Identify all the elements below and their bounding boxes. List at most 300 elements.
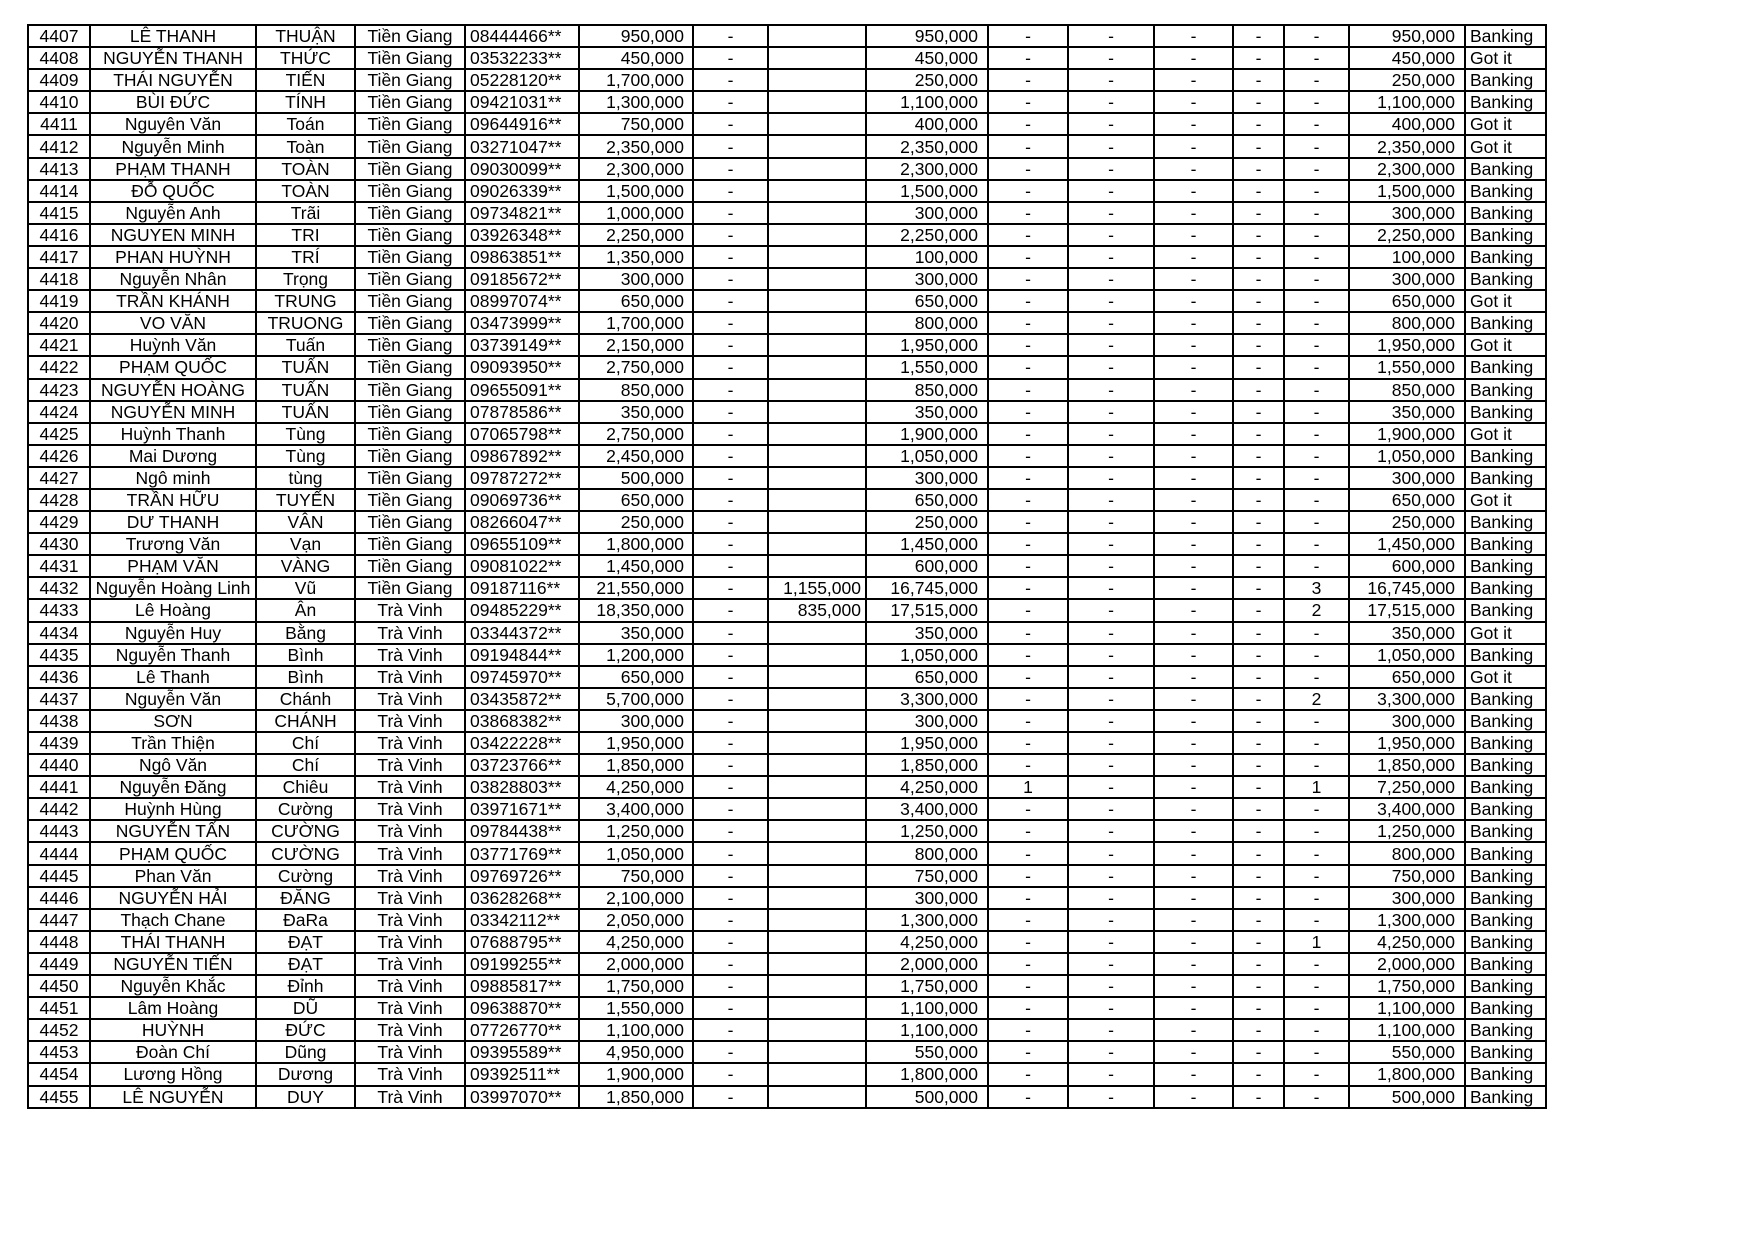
col-11-cell: - [1068,113,1154,135]
payment-method-cell: Banking [1465,1086,1546,1108]
col-7-cell: - [693,820,768,842]
phone-cell: 09745970** [465,666,579,688]
table-row [28,312,1546,334]
col-13-cell: - [1233,158,1284,180]
col-12-cell: - [1154,842,1233,864]
col-7-cell: - [693,202,768,224]
amount-2-cell: 300,000 [866,887,988,909]
given-name-cell: Ân [256,599,355,621]
amount-1-cell: 2,300,000 [579,158,693,180]
count-cell: - [1284,312,1349,334]
col-11-cell: - [1068,622,1154,644]
province-cell: Tiền Giang [355,113,465,135]
col-12-cell: - [1154,754,1233,776]
amount-2-cell: 650,000 [866,666,988,688]
col-11-cell: - [1068,688,1154,710]
deduction-cell [768,688,866,710]
deduction-cell [768,710,866,732]
amount-2-cell: 4,250,000 [866,931,988,953]
payment-method-cell: Banking [1465,599,1546,621]
table-row [28,445,1546,467]
phone-cell: 03723766** [465,754,579,776]
phone-cell: 03422228** [465,732,579,754]
col-10-cell: - [988,47,1068,69]
count-cell: - [1284,180,1349,202]
col-10-cell: - [988,533,1068,555]
amount-2-cell: 300,000 [866,467,988,489]
count-cell: - [1284,842,1349,864]
payment-method-cell: Got it [1465,135,1546,157]
count-cell: - [1284,644,1349,666]
col-11-cell: - [1068,1041,1154,1063]
province-cell: Tiền Giang [355,489,465,511]
surname-cell: Nguyễn Hoàng Linh [90,577,256,599]
surname-cell: Trương Văn [90,533,256,555]
amount-1-cell: 500,000 [579,467,693,489]
col-7-cell: - [693,599,768,621]
row-number: 4434 [28,622,90,644]
col-12-cell: - [1154,47,1233,69]
payment-method-cell: Banking [1465,356,1546,378]
table-row [28,290,1546,312]
col-12-cell: - [1154,69,1233,91]
total-cell: 2,300,000 [1349,158,1465,180]
payment-method-cell: Got it [1465,489,1546,511]
table-row [28,599,1546,621]
row-number: 4455 [28,1086,90,1108]
row-number: 4438 [28,710,90,732]
col-13-cell: - [1233,997,1284,1019]
phone-cell: 09199255** [465,953,579,975]
col-12-cell: - [1154,91,1233,113]
surname-cell: Ngô minh [90,467,256,489]
col-12-cell: - [1154,467,1233,489]
payment-method-cell: Got it [1465,47,1546,69]
given-name-cell: Chí [256,732,355,754]
table-row [28,577,1546,599]
col-13-cell: - [1233,290,1284,312]
col-10-cell: - [988,246,1068,268]
phone-cell: 08444466** [465,25,579,47]
table-row [28,25,1546,47]
col-12-cell: - [1154,224,1233,246]
phone-cell: 03628268** [465,887,579,909]
col-12-cell: - [1154,732,1233,754]
col-7-cell: - [693,710,768,732]
col-11-cell: - [1068,511,1154,533]
deduction-cell [768,644,866,666]
total-cell: 350,000 [1349,401,1465,423]
province-cell: Trà Vinh [355,798,465,820]
payment-method-cell: Got it [1465,113,1546,135]
count-cell: - [1284,666,1349,688]
payment-method-cell: Banking [1465,754,1546,776]
phone-cell: 07688795** [465,931,579,953]
province-cell: Tiền Giang [355,25,465,47]
phone-cell: 09421031** [465,91,579,113]
amount-1-cell: 2,450,000 [579,445,693,467]
count-cell: - [1284,953,1349,975]
col-10-cell: - [988,555,1068,577]
data-table [27,24,1547,1109]
col-11-cell: - [1068,953,1154,975]
surname-cell: Mai Dương [90,445,256,467]
amount-2-cell: 1,050,000 [866,644,988,666]
phone-cell: 09867892** [465,445,579,467]
table-row [28,887,1546,909]
payment-method-cell: Banking [1465,379,1546,401]
count-cell: - [1284,975,1349,997]
col-10-cell: - [988,997,1068,1019]
given-name-cell: Toán [256,113,355,135]
col-7-cell: - [693,180,768,202]
amount-2-cell: 600,000 [866,555,988,577]
payment-method-cell: Banking [1465,312,1546,334]
given-name-cell: Cường [256,865,355,887]
col-12-cell: - [1154,975,1233,997]
col-12-cell: - [1154,997,1233,1019]
given-name-cell: CƯỜNG [256,820,355,842]
deduction-cell [768,158,866,180]
given-name-cell: TUYẾN [256,489,355,511]
phone-cell: 09885817** [465,975,579,997]
amount-2-cell: 1,300,000 [866,909,988,931]
count-cell: - [1284,334,1349,356]
given-name-cell: DUY [256,1086,355,1108]
deduction-cell [768,555,866,577]
total-cell: 400,000 [1349,113,1465,135]
deduction-cell [768,113,866,135]
col-12-cell: - [1154,820,1233,842]
given-name-cell: Bằng [256,622,355,644]
payment-method-cell: Got it [1465,666,1546,688]
col-12-cell: - [1154,798,1233,820]
province-cell: Tiền Giang [355,445,465,467]
col-10-cell: - [988,931,1068,953]
phone-cell: 03868382** [465,710,579,732]
payment-method-cell: Banking [1465,533,1546,555]
amount-2-cell: 1,900,000 [866,423,988,445]
province-cell: Trà Vinh [355,644,465,666]
deduction-cell [768,202,866,224]
col-12-cell: - [1154,1086,1233,1108]
col-10-cell: - [988,688,1068,710]
surname-cell: HUỲNH [90,1019,256,1041]
amount-2-cell: 350,000 [866,401,988,423]
total-cell: 1,050,000 [1349,445,1465,467]
total-cell: 17,515,000 [1349,599,1465,621]
total-cell: 1,850,000 [1349,754,1465,776]
count-cell: - [1284,246,1349,268]
col-7-cell: - [693,1063,768,1085]
payment-method-cell: Banking [1465,909,1546,931]
col-7-cell: - [693,445,768,467]
amount-1-cell: 1,100,000 [579,1019,693,1041]
total-cell: 2,250,000 [1349,224,1465,246]
count-cell: - [1284,268,1349,290]
col-7-cell: - [693,644,768,666]
total-cell: 16,745,000 [1349,577,1465,599]
payment-method-cell: Banking [1465,1063,1546,1085]
col-13-cell: - [1233,599,1284,621]
count-cell: - [1284,1086,1349,1108]
table-row [28,732,1546,754]
total-cell: 300,000 [1349,202,1465,224]
surname-cell: Đoàn Chí [90,1041,256,1063]
table-row [28,710,1546,732]
deduction-cell [768,290,866,312]
col-13-cell: - [1233,511,1284,533]
total-cell: 1,450,000 [1349,533,1465,555]
payment-method-cell: Got it [1465,622,1546,644]
table-row [28,91,1546,113]
table-row [28,622,1546,644]
col-11-cell: - [1068,423,1154,445]
phone-cell: 09093950** [465,356,579,378]
phone-cell: 03971671** [465,798,579,820]
col-11-cell: - [1068,577,1154,599]
given-name-cell: TÍNH [256,91,355,113]
col-13-cell: - [1233,47,1284,69]
row-number: 4411 [28,113,90,135]
surname-cell: Nguyễn Nhân [90,268,256,290]
col-12-cell: - [1154,268,1233,290]
phone-cell: 03828803** [465,776,579,798]
row-number: 4428 [28,489,90,511]
amount-2-cell: 1,750,000 [866,975,988,997]
surname-cell: Ngô Văn [90,754,256,776]
payment-method-cell: Banking [1465,577,1546,599]
col-11-cell: - [1068,467,1154,489]
col-10-cell: - [988,798,1068,820]
phone-cell: 09069736** [465,489,579,511]
surname-cell: Nguyễn Anh [90,202,256,224]
col-11-cell: - [1068,91,1154,113]
province-cell: Trà Vinh [355,997,465,1019]
amount-1-cell: 650,000 [579,666,693,688]
province-cell: Tiền Giang [355,180,465,202]
province-cell: Trà Vinh [355,820,465,842]
row-number: 4423 [28,379,90,401]
payment-method-cell: Banking [1465,467,1546,489]
phone-cell: 07065798** [465,423,579,445]
col-13-cell: - [1233,312,1284,334]
table-row [28,356,1546,378]
table-row [28,511,1546,533]
amount-1-cell: 300,000 [579,710,693,732]
deduction-cell [768,379,866,401]
col-13-cell: - [1233,931,1284,953]
col-10-cell: - [988,423,1068,445]
province-cell: Trà Vinh [355,688,465,710]
payment-method-cell: Banking [1465,776,1546,798]
amount-1-cell: 650,000 [579,290,693,312]
count-cell: 2 [1284,599,1349,621]
phone-cell: 03997070** [465,1086,579,1108]
given-name-cell: TOÀN [256,158,355,180]
table-row [28,246,1546,268]
amount-2-cell: 3,300,000 [866,688,988,710]
amount-2-cell: 1,250,000 [866,820,988,842]
col-11-cell: - [1068,489,1154,511]
payment-method-cell: Banking [1465,158,1546,180]
col-10-cell: - [988,91,1068,113]
col-11-cell: - [1068,356,1154,378]
amount-2-cell: 300,000 [866,710,988,732]
province-cell: Trà Vinh [355,931,465,953]
phone-cell: 09185672** [465,268,579,290]
row-number: 4447 [28,909,90,931]
amount-1-cell: 750,000 [579,113,693,135]
given-name-cell: Trọng [256,268,355,290]
col-7-cell: - [693,555,768,577]
col-7-cell: - [693,842,768,864]
row-number: 4433 [28,599,90,621]
amount-2-cell: 1,850,000 [866,754,988,776]
col-10-cell: - [988,710,1068,732]
phone-cell: 03532233** [465,47,579,69]
phone-cell: 09769726** [465,865,579,887]
col-13-cell: - [1233,865,1284,887]
col-13-cell: - [1233,666,1284,688]
row-number: 4415 [28,202,90,224]
col-11-cell: - [1068,246,1154,268]
col-12-cell: - [1154,379,1233,401]
col-11-cell: - [1068,1086,1154,1108]
col-13-cell: - [1233,533,1284,555]
amount-1-cell: 4,250,000 [579,931,693,953]
given-name-cell: ĐaRa [256,909,355,931]
table-row [28,688,1546,710]
amount-2-cell: 2,250,000 [866,224,988,246]
col-7-cell: - [693,25,768,47]
surname-cell: NGUYỄN TIẾN [90,953,256,975]
province-cell: Tiền Giang [355,202,465,224]
payment-method-cell: Banking [1465,732,1546,754]
surname-cell: TRẦN KHÁNH [90,290,256,312]
total-cell: 100,000 [1349,246,1465,268]
total-cell: 1,800,000 [1349,1063,1465,1085]
col-10-cell: - [988,135,1068,157]
col-13-cell: - [1233,1063,1284,1085]
province-cell: Tiền Giang [355,135,465,157]
col-11-cell: - [1068,666,1154,688]
col-11-cell: - [1068,842,1154,864]
col-13-cell: - [1233,25,1284,47]
col-10-cell: - [988,69,1068,91]
table-row [28,467,1546,489]
deduction-cell [768,931,866,953]
row-number: 4442 [28,798,90,820]
given-name-cell: TRI [256,224,355,246]
col-11-cell: - [1068,1063,1154,1085]
row-number: 4426 [28,445,90,467]
deduction-cell [768,622,866,644]
row-number: 4425 [28,423,90,445]
deduction-cell [768,511,866,533]
amount-1-cell: 4,250,000 [579,776,693,798]
col-7-cell: - [693,622,768,644]
count-cell: - [1284,224,1349,246]
amount-2-cell: 250,000 [866,511,988,533]
payment-method-cell: Got it [1465,423,1546,445]
col-13-cell: - [1233,732,1284,754]
count-cell: - [1284,379,1349,401]
total-cell: 1,300,000 [1349,909,1465,931]
col-11-cell: - [1068,754,1154,776]
col-10-cell: - [988,489,1068,511]
phone-cell: 09655109** [465,533,579,555]
amount-2-cell: 1,550,000 [866,356,988,378]
amount-2-cell: 300,000 [866,202,988,224]
amount-1-cell: 21,550,000 [579,577,693,599]
given-name-cell: CHÁNH [256,710,355,732]
row-number: 4408 [28,47,90,69]
col-10-cell: - [988,25,1068,47]
deduction-cell [768,887,866,909]
amount-2-cell: 1,500,000 [866,180,988,202]
phone-cell: 09784438** [465,820,579,842]
payment-method-cell: Banking [1465,69,1546,91]
col-12-cell: - [1154,666,1233,688]
count-cell: - [1284,445,1349,467]
col-13-cell: - [1233,202,1284,224]
amount-1-cell: 2,250,000 [579,224,693,246]
col-10-cell: - [988,732,1068,754]
col-11-cell: - [1068,644,1154,666]
col-7-cell: - [693,975,768,997]
col-11-cell: - [1068,290,1154,312]
row-number: 4422 [28,356,90,378]
row-number: 4452 [28,1019,90,1041]
total-cell: 300,000 [1349,268,1465,290]
col-13-cell: - [1233,268,1284,290]
col-13-cell: - [1233,688,1284,710]
province-cell: Tiền Giang [355,158,465,180]
col-10-cell: - [988,356,1068,378]
table-row [28,224,1546,246]
count-cell: - [1284,820,1349,842]
count-cell: - [1284,865,1349,887]
total-cell: 1,500,000 [1349,180,1465,202]
table-row [28,268,1546,290]
province-cell: Trà Vinh [355,710,465,732]
amount-1-cell: 750,000 [579,865,693,887]
amount-1-cell: 950,000 [579,25,693,47]
phone-cell: 03344372** [465,622,579,644]
col-7-cell: - [693,931,768,953]
surname-cell: Huỳnh Văn [90,334,256,356]
amount-2-cell: 1,450,000 [866,533,988,555]
amount-1-cell: 1,050,000 [579,842,693,864]
col-12-cell: - [1154,158,1233,180]
col-13-cell: - [1233,401,1284,423]
table-row [28,776,1546,798]
surname-cell: PHẠM VĂN [90,555,256,577]
deduction-cell [768,180,866,202]
payment-method-cell: Banking [1465,25,1546,47]
province-cell: Tiền Giang [355,246,465,268]
row-number: 4440 [28,754,90,776]
payment-method-cell: Banking [1465,865,1546,887]
count-cell: - [1284,533,1349,555]
payment-method-cell: Banking [1465,820,1546,842]
total-cell: 250,000 [1349,511,1465,533]
total-cell: 650,000 [1349,290,1465,312]
deduction-cell [768,798,866,820]
col-12-cell: - [1154,1019,1233,1041]
col-11-cell: - [1068,1019,1154,1041]
